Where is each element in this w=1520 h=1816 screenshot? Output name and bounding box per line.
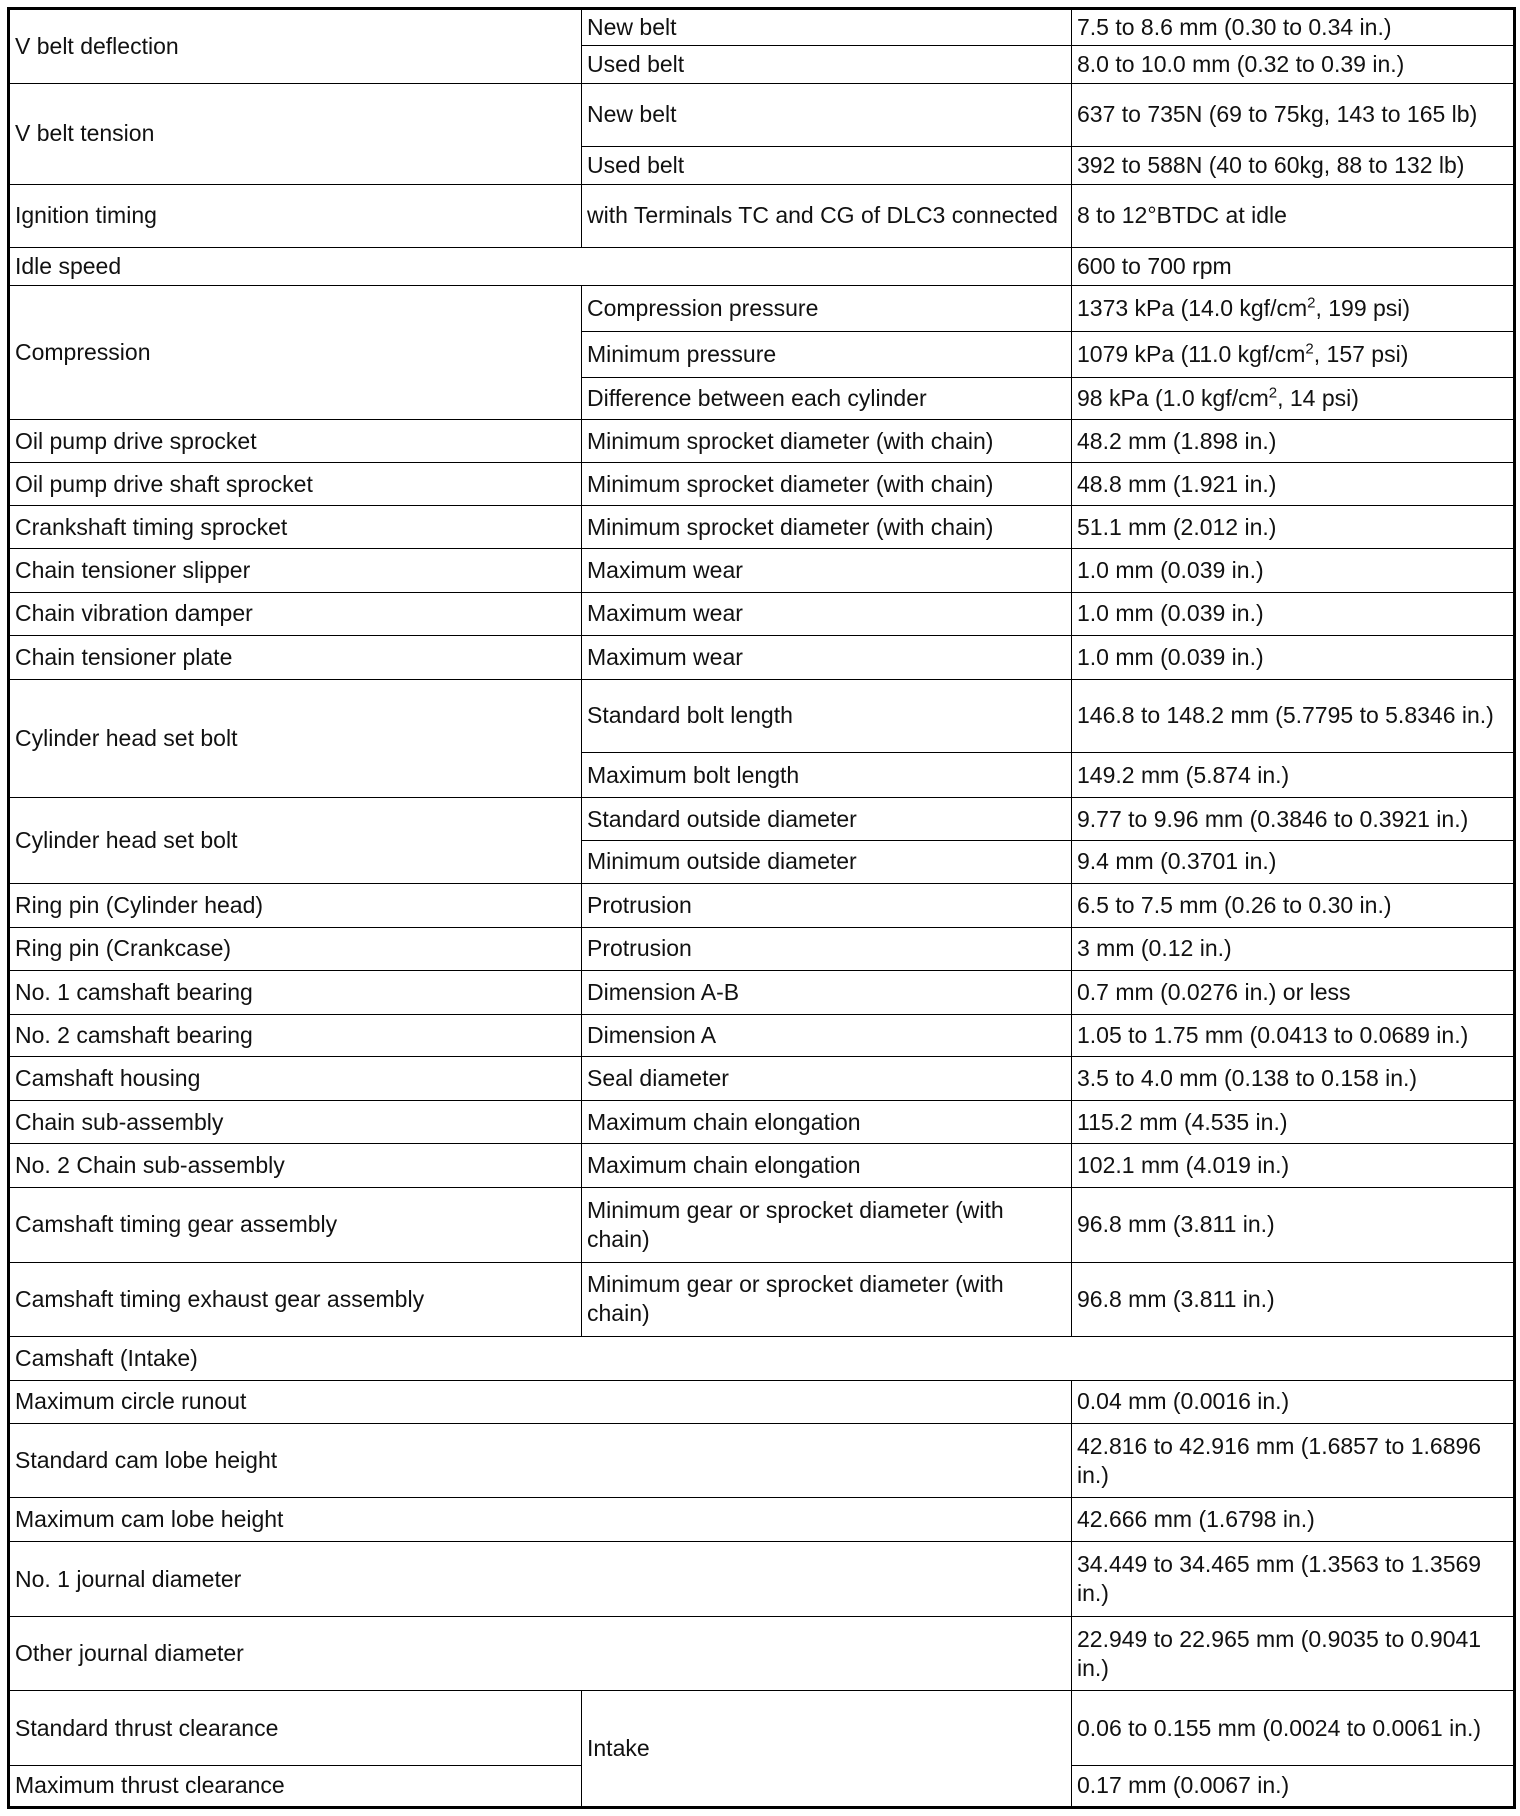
- item-cell: Idle speed: [9, 247, 1072, 285]
- spec-cell: Minimum sprocket diameter (with chain): [582, 506, 1072, 549]
- spec-cell: Standard bolt length: [582, 679, 1072, 753]
- value-cell: 146.8 to 148.2 mm (5.7795 to 5.8346 in.): [1072, 679, 1515, 753]
- spec-cell: with Terminals TC and CG of DLC3 connected: [582, 184, 1072, 247]
- item-cell: Chain vibration damper: [9, 592, 582, 635]
- spec-cell: Used belt: [582, 45, 1072, 83]
- spec-cell: Minimum sprocket diameter (with chain): [582, 420, 1072, 463]
- spec-cell: Minimum pressure: [582, 331, 1072, 377]
- table-row: [9, 1262, 1515, 1337]
- value-cell: 96.8 mm (3.811 in.): [1072, 1188, 1515, 1263]
- value-cell: 22.949 to 22.965 mm (0.9035 to 0.9041 in.): [1072, 1616, 1515, 1691]
- item-cell: Camshaft timing exhaust gear assembly: [9, 1262, 582, 1337]
- value-cell: 1079 kPa (11.0 kgf/$cm^2$, 157 psi): [1072, 331, 1515, 377]
- value-cell: 48.8 mm (1.921 in.): [1072, 463, 1515, 506]
- value-cell: 1.05 to 1.75 mm (0.0413 to 0.0689 in.): [1072, 1014, 1515, 1057]
- item-cell: No. 1 camshaft bearing: [9, 970, 582, 1014]
- spec-cell: Standard outside diameter: [582, 798, 1072, 841]
- specification-table: [7, 7, 1516, 1809]
- table-row: [9, 184, 1515, 247]
- spec-cell: Seal diameter: [582, 1057, 1072, 1101]
- item-cell: Ring pin (Crankcase): [9, 927, 582, 970]
- table-row: [9, 1101, 1515, 1144]
- item-cell: No. 2 Chain sub-assembly: [9, 1144, 582, 1188]
- value-cell: 9.4 mm (0.3701 in.): [1072, 840, 1515, 883]
- spec-cell: Difference between each cylinder: [582, 377, 1072, 420]
- spec-cell: Dimension A-B: [582, 970, 1072, 1014]
- table-row: [9, 883, 1515, 927]
- value-cell: 1.0 mm (0.039 in.): [1072, 635, 1515, 679]
- value-cell: 48.2 mm (1.898 in.): [1072, 420, 1515, 463]
- table-row: [9, 1498, 1515, 1542]
- spec-cell: Intake: [582, 1691, 1072, 1808]
- value-cell: 6.5 to 7.5 mm (0.26 to 0.30 in.): [1072, 883, 1515, 927]
- table-row: [9, 9, 1515, 46]
- table-row: [9, 1144, 1515, 1188]
- spec-cell: Maximum chain elongation: [582, 1144, 1072, 1188]
- value-cell: 115.2 mm (4.535 in.): [1072, 1101, 1515, 1144]
- item-cell: Chain tensioner plate: [9, 635, 582, 679]
- item-cell: Chain tensioner slipper: [9, 549, 582, 593]
- value-cell: 102.1 mm (4.019 in.): [1072, 1144, 1515, 1188]
- spec-cell: Minimum gear or sprocket diameter (with chain): [582, 1188, 1072, 1263]
- item-cell: Maximum cam lobe height: [9, 1498, 1072, 1542]
- value-cell: 1373 kPa (14.0 kgf/$cm^2$, 199 psi): [1072, 285, 1515, 331]
- value-cell: 3.5 to 4.0 mm (0.138 to 0.158 in.): [1072, 1057, 1515, 1101]
- value-cell: 98 kPa (1.0 kgf/$cm^2$, 14 psi): [1072, 377, 1515, 420]
- table-row: [9, 1188, 1515, 1263]
- value-cell: 96.8 mm (3.811 in.): [1072, 1262, 1515, 1337]
- spec-cell: Minimum sprocket diameter (with chain): [582, 463, 1072, 506]
- value-cell: 392 to 588N (40 to 60kg, 88 to 132 lb): [1072, 146, 1515, 184]
- spec-cell: Protrusion: [582, 883, 1072, 927]
- spec-cell: Dimension A: [582, 1014, 1072, 1057]
- item-cell: V belt tension: [9, 83, 582, 184]
- item-cell: No. 1 journal diameter: [9, 1542, 1072, 1617]
- table-row: [9, 83, 1515, 146]
- value-cell: 8 to 12°BTDC at idle: [1072, 184, 1515, 247]
- spec-cell: Compression pressure: [582, 285, 1072, 331]
- table-row: [9, 635, 1515, 679]
- item-cell: Oil pump drive shaft sprocket: [9, 463, 582, 506]
- value-cell: 0.17 mm (0.0067 in.): [1072, 1765, 1515, 1807]
- item-cell: No. 2 camshaft bearing: [9, 1014, 582, 1057]
- item-cell: Crankshaft timing sprocket: [9, 506, 582, 549]
- value-cell: 9.77 to 9.96 mm (0.3846 to 0.3921 in.): [1072, 798, 1515, 841]
- table-row: [9, 1337, 1515, 1381]
- table-row: [9, 1542, 1515, 1617]
- spec-cell: Maximum wear: [582, 592, 1072, 635]
- value-cell: 3 mm (0.12 in.): [1072, 927, 1515, 970]
- item-cell: Other journal diameter: [9, 1616, 1072, 1691]
- item-cell: Cylinder head set bolt: [9, 679, 582, 797]
- value-cell: 0.06 to 0.155 mm (0.0024 to 0.0061 in.): [1072, 1691, 1515, 1766]
- item-cell: Cylinder head set bolt: [9, 798, 582, 884]
- item-cell: V belt deflection: [9, 9, 582, 84]
- item-cell: Camshaft housing: [9, 1057, 582, 1101]
- table-row: [9, 247, 1515, 285]
- table-row: [9, 1014, 1515, 1057]
- item-cell: Compression: [9, 285, 582, 420]
- table-row: [9, 679, 1515, 753]
- table-row: [9, 420, 1515, 463]
- value-cell: 7.5 to 8.6 mm (0.30 to 0.34 in.): [1072, 9, 1515, 46]
- section-header-cell: Camshaft (Intake): [9, 1337, 1515, 1381]
- spec-cell: Minimum outside diameter: [582, 840, 1072, 883]
- item-cell: Camshaft timing gear assembly: [9, 1188, 582, 1263]
- value-cell: 34.449 to 34.465 mm (1.3563 to 1.3569 in.): [1072, 1542, 1515, 1617]
- table-row: [9, 1423, 1515, 1498]
- value-cell: 0.7 mm (0.0276 in.) or less: [1072, 970, 1515, 1014]
- item-cell: Ignition timing: [9, 184, 582, 247]
- item-cell: Chain sub-assembly: [9, 1101, 582, 1144]
- item-cell: Ring pin (Cylinder head): [9, 883, 582, 927]
- spec-cell: Maximum chain elongation: [582, 1101, 1072, 1144]
- spec-cell: Maximum bolt length: [582, 753, 1072, 798]
- spec-cell: New belt: [582, 9, 1072, 46]
- table-row: [9, 463, 1515, 506]
- table-row: [9, 1691, 1515, 1766]
- table-row: [9, 970, 1515, 1014]
- value-cell: 51.1 mm (2.012 in.): [1072, 506, 1515, 549]
- table-row: [9, 285, 1515, 331]
- item-cell: Maximum thrust clearance: [9, 1765, 582, 1807]
- spec-cell: Minimum gear or sprocket diameter (with chain): [582, 1262, 1072, 1337]
- value-cell: 1.0 mm (0.039 in.): [1072, 592, 1515, 635]
- item-cell: Maximum circle runout: [9, 1380, 1072, 1423]
- table-row: [9, 506, 1515, 549]
- table-row: [9, 1616, 1515, 1691]
- item-cell: Oil pump drive sprocket: [9, 420, 582, 463]
- value-cell: 0.04 mm (0.0016 in.): [1072, 1380, 1515, 1423]
- spec-cell: Maximum wear: [582, 635, 1072, 679]
- value-cell: 1.0 mm (0.039 in.): [1072, 549, 1515, 593]
- value-cell: 42.666 mm (1.6798 in.): [1072, 1498, 1515, 1542]
- value-cell: 600 to 700 rpm: [1072, 247, 1515, 285]
- value-cell: 637 to 735N (69 to 75kg, 143 to 165 lb): [1072, 83, 1515, 146]
- item-cell: Standard cam lobe height: [9, 1423, 1072, 1498]
- table-row: [9, 1380, 1515, 1423]
- table-row: [9, 1057, 1515, 1101]
- table-row: [9, 798, 1515, 841]
- item-cell: Standard thrust clearance: [9, 1691, 582, 1766]
- value-cell: 149.2 mm (5.874 in.): [1072, 753, 1515, 798]
- table-row: [9, 927, 1515, 970]
- spec-cell: Protrusion: [582, 927, 1072, 970]
- spec-cell: Maximum wear: [582, 549, 1072, 593]
- value-cell: 42.816 to 42.916 mm (1.6857 to 1.6896 in.): [1072, 1423, 1515, 1498]
- spec-cell: New belt: [582, 83, 1072, 146]
- value-cell: 8.0 to 10.0 mm (0.32 to 0.39 in.): [1072, 45, 1515, 83]
- table-row: [9, 592, 1515, 635]
- table-row: [9, 549, 1515, 593]
- spec-cell: Used belt: [582, 146, 1072, 184]
